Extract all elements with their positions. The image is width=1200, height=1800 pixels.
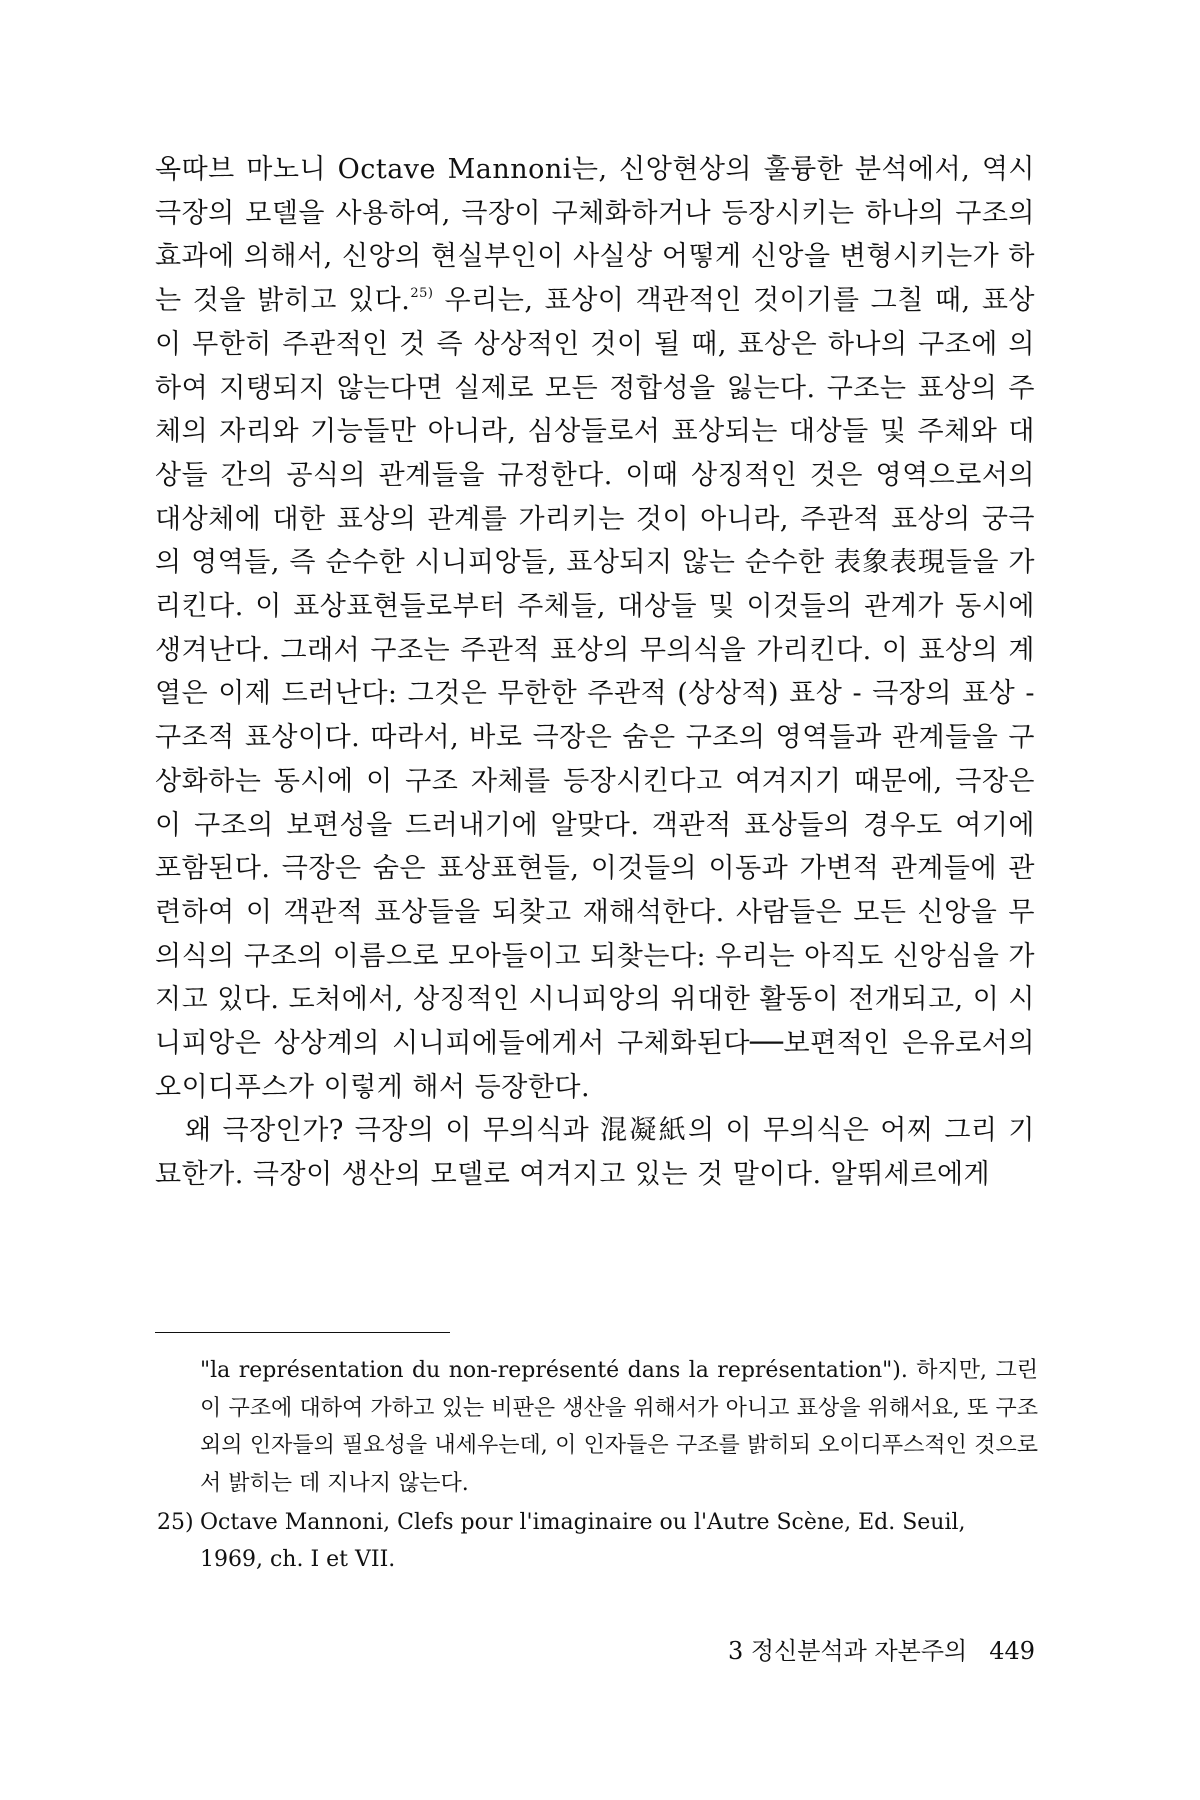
page-footer [728,1636,1035,1666]
footnote-25-line-1 [157,1504,1037,1541]
page-number: 449 [989,1637,1035,1665]
paragraph-1-part-b: 우리는, 표상이 객관적인 것이기를 그칠 때, 표상이 무한히 주관적인 것 즉 상상적인 것이 될 때, 표상은 하나의 구조에 의하여 지탱되지 않는다면 실제로 모든 정합성을 잃는다. 구조는 표상의 주체의 자리와 기능들만 아니라, 심상들로서 표상되는 대상들 및 주체와 대상들 간의 공식의 관계들을 규정한다. 이때 상징적인 것은 영역으로서의 대상체에 대한 표상의 관계를 가리키는 것이 아니라, 주관적 표상의 궁극의 영역들, 즉 순수한 시니피앙들, 표상되지 않는 순수한 表象表現들을 가리킨다. 이 표상표현들로부터 주체들, 대상들 및 이것들의 관계가 동시에 생겨난다. 그래서 구조는 주관적 표상의 무의식을 가리킨다. 이 표상의 계열은 이제 드러난다: 그것은 무한한 주관적 (상상적) 표상 - 극장의 표상 - 구조적 표상이다. 따라서, 바로 극장은 숨은 구조의 영역들과 관계들을 구상화하는 동시에 이 구조 자체를 등장시킨다고 여겨지기 때문에, 극장은 이 구조의 보편성을 드러내기에 알맞다. 객관적 표상들의 경우도 여기에 포함된다. 극장은 숨은 표상표현들, 이것들의 이동과 가변적 관계들에 관련하여 이 객관적 표상들을 되찾고 재해석한다. 사람들은 모든 신앙을 무의식의 구조의 이름으로 모아들이고 되찾는다: 우리는 아직도 신앙심을 가지고 있다. 도처에서, 상징적인 시니피앙의 위대한 활동이 전개되고, 이 시니피앙은 상상계의 시니피에들에게서 구체화된다──보편적인 은유로서의 오이디푸스가 이렇게 해서 등장한다. [155,285,1035,1103]
footnote-25 [157,1504,1037,1578]
footnote-divider [155,1332,450,1333]
footnote-25-citation: Octave Mannoni, Clefs pour l'imaginaire ou l'Autre Scène, Ed. Seuil, [200,1510,966,1535]
footnote-25-number: 25) [157,1510,194,1535]
footnote-reference-25: 25) [410,286,434,302]
paragraph-1 [155,148,1035,1109]
paragraph-2: 왜 극장인가? 극장의 이 무의식과 混凝紙의 이 무의식은 어찌 그리 기묘한가. 극장이 생산의 모델로 여겨지고 있는 것 말이다. 알뛰세르에게 [155,1115,1035,1191]
footnote-25-line-2: 1969, ch. I et VII. [200,1547,396,1572]
main-text [155,148,1035,1197]
paragraph-1-part-a: 옥따브 마노니 Octave Mannoni는, 신앙현상의 훌륭한 분석에서, 역시 극장의 모델을 사용하여, 극장이 구체화하거나 등장시키는 하나의 구조의 효과에 의해서, 신앙의 현실부인이 사실상 어떻게 신앙을 변형시키는가 하는 것을 밝히고 있다. [155,154,1035,317]
footnote-continued: "la représentation du non-représenté dans la représentation"). 하지만, 그린이 구조에 대하여 가하고 있는 비판은 생산을 위해서가 아니고 표상을 위해서요, 또 구조 외의 인자들의 필요성을 내세우는데, 이 인자들은 구조를 밝히되 오이디푸스적인 것으로서 밝히는 데 지나지 않는다. [200,1358,1038,1497]
running-head: 3 정신분석과 자본주의 [728,1637,968,1665]
